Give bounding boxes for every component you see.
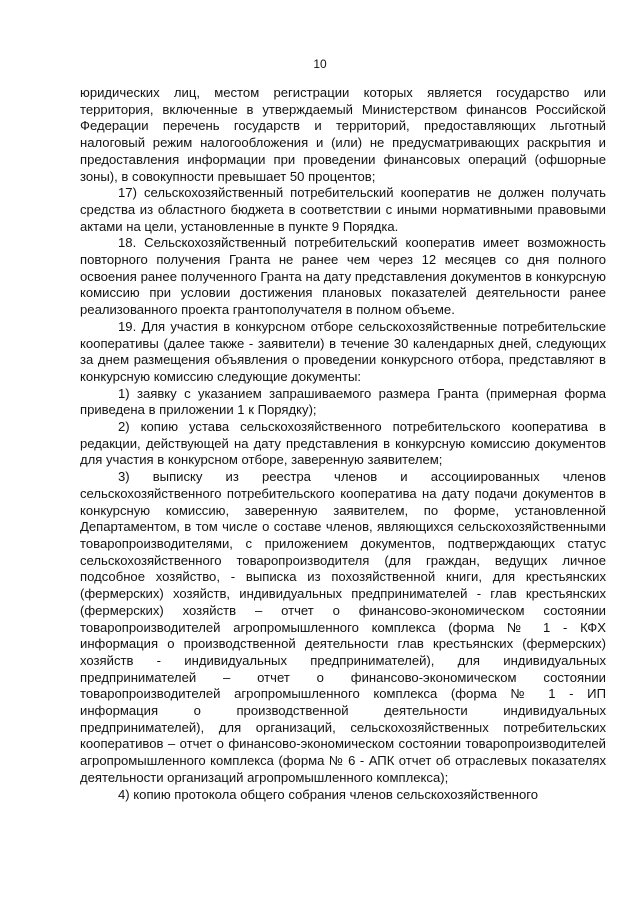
- page-number: 10: [313, 57, 327, 71]
- document-body: [80, 85, 606, 803]
- paragraph-doc-item-4: 4) копию протокола общего собрания членов сельскохозяйственного: [118, 786, 538, 802]
- paragraph-doc-item-1: 1) заявку с указанием запрашиваемого размера Гранта (примерная форма приведена в приложении 1 к Порядку);: [80, 385, 606, 418]
- paragraph-doc-item-3: 3) выписку из реестра членов и ассоциированных членов сельскохозяйственного потребительского кооператива на дату подачи документов в конкурсную комиссию, заверенную заявителем, по форме, установленной Департаментом, в том числе о составе членов, являющихся сельскохозяйственными товаропроизводителями, с приложением документов, подтверждающих статус сельскохозяйственного товаропроизводителя (для граждан, ведущих личное подсобное хозяйство, - выписка из похозяйственной книги, для крестьянских (фермерских) хозяйств, индивидуальных предпринимателей - глав крестьянских (фермерских) хозяйств – отчет о финансово-экономическом состоянии товаропроизводителей агропромышленного комплекса (форма № 1 - КФХ информация о производственной деятельности глав крестьянских (фермерских) хозяйств - индивидуальных предпринимателей), для индивидуальных предпринимателей – отчет о финансово-экономическом состоянии товаропроизводителей агропромышленного комплекса (форма № 1 - ИП информация о производственной деятельности индивидуальных предпринимателей), для организаций, сельскохозяйственных потребительских кооперативов – отчет о финансово-экономическом состоянии товаропроизводителей агропромышленного комплекса (форма № 6 - АПК отчет об отраслевых показателях деятельности организаций агропромышленного комплекса);: [80, 469, 606, 785]
- paragraph-doc-item-2: 2) копию устава сельскохозяйственного потребительского кооператива в редакции, действующей на дату представления в конкурсную комиссию документов для участия в конкурсном отборе, заверенную заявителем;: [80, 419, 606, 468]
- paragraph-offshore-continuation: юридических лиц, местом регистрации которых является государство или территория, включенные в утверждаемый Министерством финансов Российской Федерации перечень государств и территорий, предоставляющих льготный налоговый режим налогообложения и (или) не предусматривающих раскрытия и предоставления информации при проведении финансовых операций (офшорные зоны), в совокупности превышает 50 процентов;: [80, 85, 606, 184]
- paragraph-clause-18: 18. Сельскохозяйственный потребительский кооператив имеет возможность повторного получения Гранта не ранее чем через 12 месяцев со дня полного освоения ранее полученного Гранта на дату представления документов в конкурсную комиссию при условии достижения плановых показателей деятельности ранее реализованного проекта грантополучателя в полном объеме.: [80, 235, 606, 318]
- paragraph-item-17: 17) сельскохозяйственный потребительский кооператив не должен получать средства из областного бюджета в соответствии с иными нормативными правовыми актами на цели, установленные в пункте 9 Порядка.: [80, 185, 606, 234]
- paragraph-clause-19: 19. Для участия в конкурсном отборе сельскохозяйственные потребительские кооперативы (далее также - заявители) в течение 30 календарных дней, следующих за днем размещения объявления о проведении конкурсного отбора, представляют в конкурсную комиссию следующие документы:: [80, 318, 606, 384]
